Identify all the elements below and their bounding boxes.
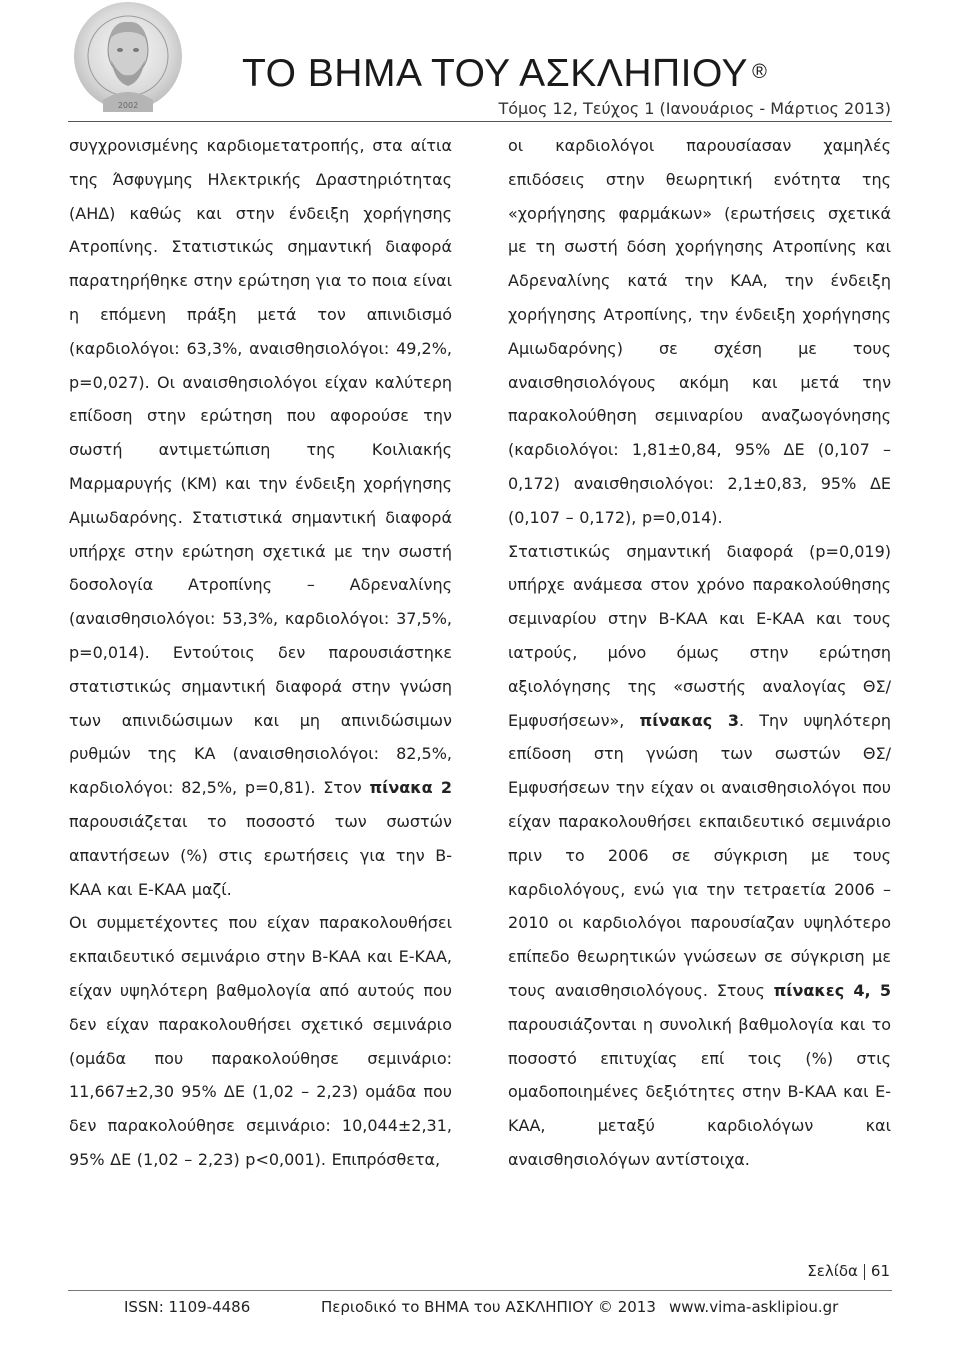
journal-title <box>242 52 767 96</box>
paragraph <box>69 906 452 1176</box>
issue-info: Τόμος 12, Τεύχος 1 (Ιανουάριος - Μάρτιος 2013) <box>498 99 891 118</box>
right-column <box>508 129 891 1177</box>
footer-issn: ISSN: 1109-4486 <box>124 1298 251 1316</box>
table-reference: πίνακας 3 <box>639 710 739 730</box>
table-reference: πίνακα 2 <box>369 778 453 798</box>
paragraph-text: . Την υψηλότερη επίδοση στη γνώση των σωστών ΘΣ/ Εμφυσήσεων την είχαν οι αναισθησιολόγοι που είχαν παρακολουθήσει εκπαιδευτικό σεμινάριο πριν το 2006 σε σύγκριση με τους καρδιολόγους, ενώ για την τετραετία 2006 – 2010 οι καρδιολόγοι παρουσίαζαν υψηλότερο επίπεδο θεωρητικών γνώσεων σε σύγκριση με τους αναισθησιολόγους. Στους <box>508 710 891 1000</box>
paragraph <box>69 129 452 906</box>
page-value: 61 <box>870 1262 890 1280</box>
footer-divider <box>68 1290 892 1291</box>
registered-mark: ® <box>752 61 768 83</box>
left-column <box>69 129 452 1177</box>
footer-journal: Περιοδικό το ΒΗΜΑ του ΑΣΚΛΗΠΙΟΥ © 2013 <box>321 1298 656 1316</box>
paragraph <box>508 535 891 1177</box>
paragraph-text: οι καρδιολόγοι παρουσίασαν χαμηλές επιδόσεις στην θεωρητική ενότητα της «χορήγησης φαρμάκων» (ερωτήσεις σχετικά με τη σωστή δόση χορήγησης Ατροπίνης και Αδρεναλίνης κατά την ΚΑΑ, την ένδειξη χορήγησης Ατροπίνης, την ένδειξη χορήγησης Αμιωδαρόνης) σε σχέση με τους αναισθησιολόγους ακόμη και μετά την παρακολούθηση σεμιναρίου αναζωογόνησης (καρδιολόγοι: 1,81±0,84, 95% ΔΕ (0,107 – 0,172) αναισθησιολόγοι: 2,1±0,83, 95% ΔΕ (0,107 – 0,172), p=0,014). <box>508 136 891 527</box>
asklepios-bust-seal-icon <box>73 0 183 118</box>
journal-title-text: ΤΟ ΒΗΜΑ ΤΟΥ ΑΣΚΛΗΠΙΟΥ <box>242 52 749 95</box>
page-number <box>807 1262 890 1280</box>
svg-text:2002: 2002 <box>117 101 139 110</box>
page-separator <box>864 1264 865 1280</box>
table-reference: πίνακες 4, 5 <box>773 980 892 1000</box>
paragraph-text: παρουσιάζεται το ποσοστό των σωστών απαντήσεων (%) στις ερωτήσεις για την Β-ΚΑΑ και Ε-ΚΑΑ μαζί. <box>69 811 452 899</box>
paragraph-text: Στατιστικώς σημαντική διαφορά (p=0,019) υπήρχε ανάμεσα στον χρόνο παρακολούθησης σεμιναρίου στην Β-ΚΑΑ και Ε-ΚΑΑ και τους ιατρούς, μόνο όμως στην ερώτηση αξιολόγησης της «σωστής αναλογίας ΘΣ/ Εμφυσήσεων», <box>508 541 891 730</box>
paragraph-text: συγχρονισμένης καρδιομετατροπής, στα αίτια της Άσφυγμης Ηλεκτρικής Δραστηριότητας (ΑΗΔ) καθώς και στην ένδειξη χορήγησης Ατροπίνης. Στατιστικώς σημαντική διαφορά παρατηρήθηκε στην ερώτηση για το ποια είναι η επόμενη πράξη μετά τον απινιδισμό (καρδιολόγοι: 63,3%, αναισθησιολόγοι: 49,2%, p=0,027). Οι αναισθησιολόγοι είχαν καλύτερη επίδοση στην ερώτηση που αφορούσε την σωστή αντιμετώπιση της Κοιλιακής Μαρμαρυγής (ΚΜ) και την ένδειξη χορήγησης Αμιωδαρόνης. Στατιστικά σημαντική διαφορά υπήρχε στην ερώτηση σχετικά με την σωστή δοσολογία Ατροπίνης – Αδρεναλίνης (αναισθησιολόγοι: 53,3%, καρδιολόγοι: 37,5%, p=0,014). Εντούτοις δεν παρουσιάστηκε στατιστικώς σημαντική διαφορά στην γνώση των απινιδώσιμων και μη απινιδώσιμων ρυθμών της ΚΑ (αναισθησιολόγοι: 82,5%, καρδιολόγοι: 82,5%, p=0,81). Στον <box>69 136 452 798</box>
paragraph <box>508 129 891 535</box>
paragraph-text: Οι συμμετέχοντες που είχαν παρακολουθήσει εκπαιδευτικό σεμινάριο στην Β-ΚΑΑ και Ε-ΚΑΑ, είχαν υψηλότερη βαθμολογία από αυτούς που δεν είχαν παρακολουθήσει σχετικό σεμινάριο (ομάδα που παρακολούθησε σεμινάριο: 11,667±2,30 95% ΔΕ (1,02 – 2,23) ομάδα που δεν παρακολούθησε σεμινάριο: 10,044±2,31, 95% ΔΕ (1,02 – 2,23) p<0,001). Επιπρόσθετα, <box>69 913 452 1169</box>
paragraph-text: παρουσιάζονται η συνολική βαθμολογία και το ποσοστό επιτυχίας επί τοις (%) στις ομαδοποιημένες δεξιότητες στην Β-ΚΑΑ και Ε-ΚΑΑ, μεταξύ καρδιολόγων και αναισθησιολόγων αντίστοιχα. <box>508 1014 891 1169</box>
page-label: Σελίδα <box>807 1262 858 1280</box>
header-divider <box>68 121 892 122</box>
footer-website[interactable]: www.vima-asklipiou.gr <box>669 1298 839 1316</box>
